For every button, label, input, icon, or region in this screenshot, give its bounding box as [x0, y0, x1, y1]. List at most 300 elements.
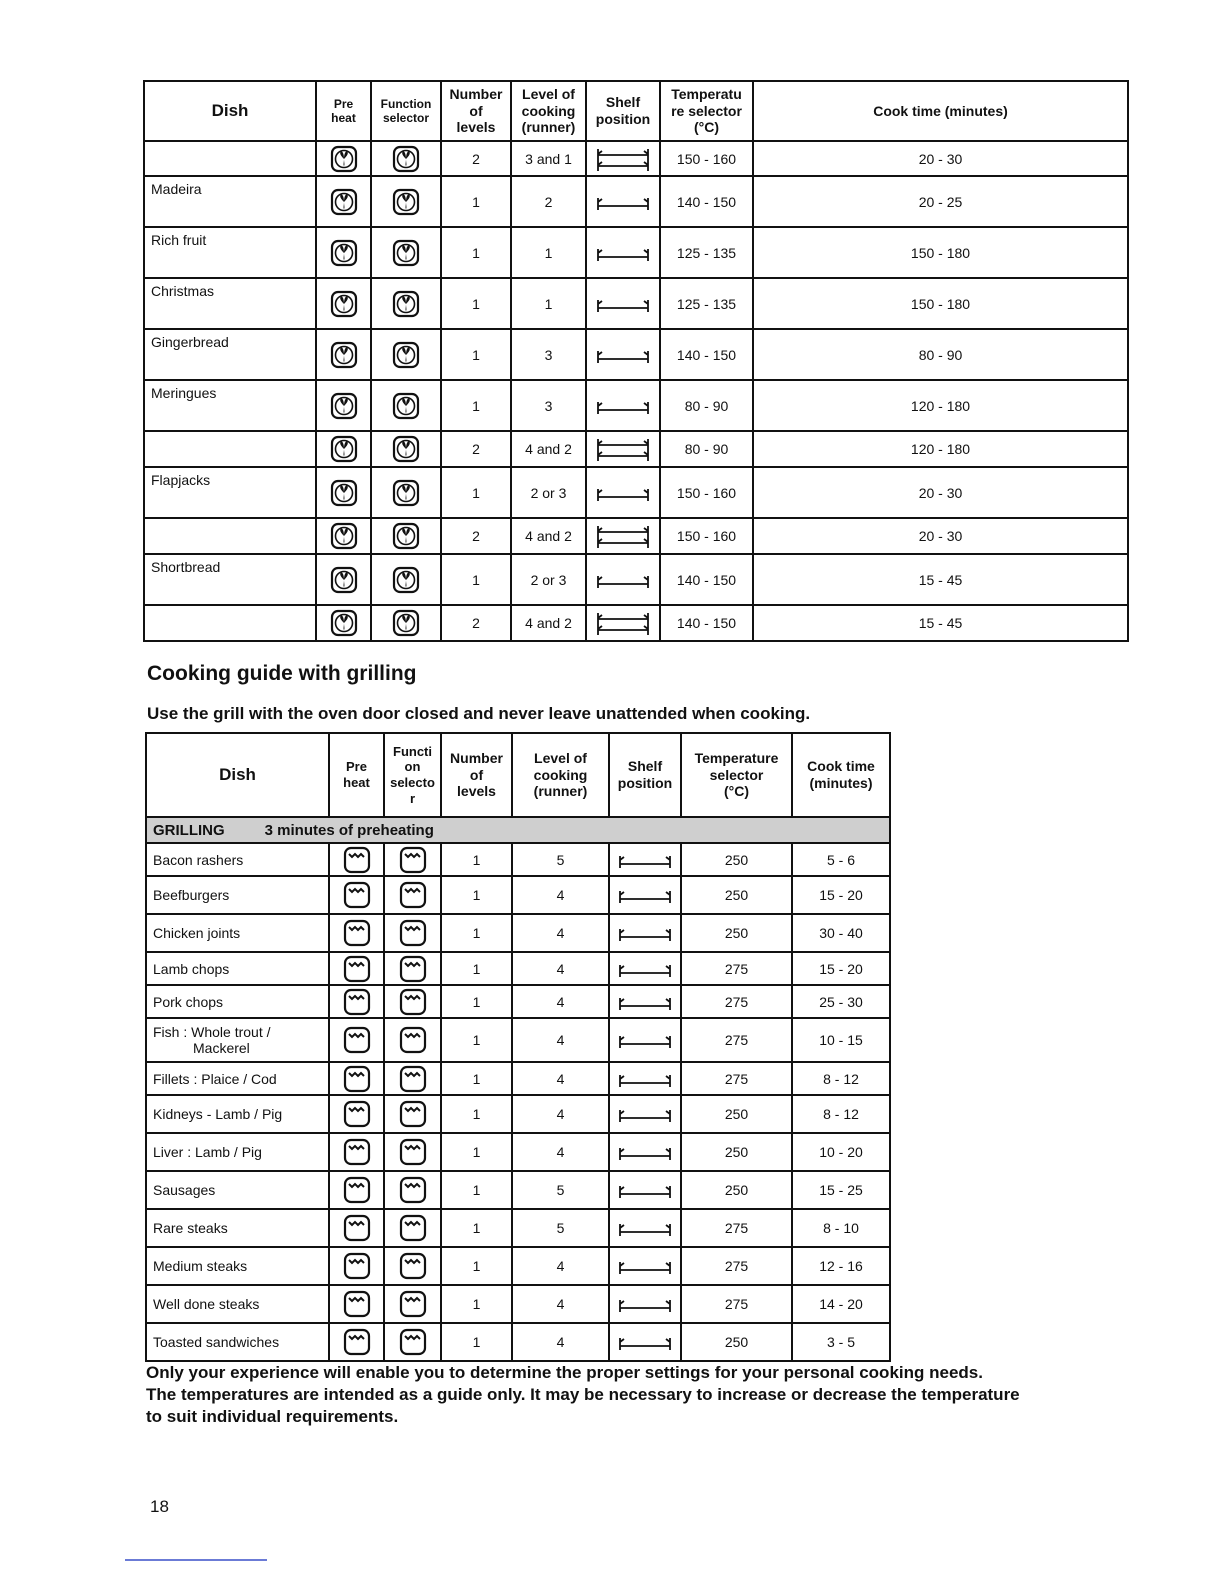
icon-wrap	[330, 1252, 383, 1280]
dish-cell	[144, 431, 316, 467]
icon-wrap	[610, 1065, 680, 1093]
cook-time-cell: 120 - 180	[753, 431, 1128, 467]
single-shelf-icon	[614, 988, 676, 1016]
fan-oven-icon	[392, 341, 420, 369]
header-line: Number	[450, 749, 503, 766]
icon-wrap	[385, 1100, 440, 1128]
table-row	[144, 278, 1128, 329]
table-row	[146, 952, 890, 985]
icon-wrap	[587, 145, 659, 173]
icon-wrap	[330, 1328, 383, 1356]
header-line: Shelf	[605, 94, 641, 111]
single-shelf-icon	[614, 1252, 676, 1280]
grill-icon	[343, 919, 371, 947]
dish-line: Liver : Lamb / Pig	[153, 1144, 262, 1160]
levels-cell: 1	[441, 1171, 512, 1209]
preheat-cell	[329, 1095, 384, 1133]
header-function	[371, 81, 441, 141]
icon-wrap	[587, 239, 659, 267]
dish-cell	[144, 605, 316, 641]
icon-wrap	[587, 566, 659, 594]
function-cell	[371, 467, 441, 518]
temperature-cell: 150 - 160	[660, 518, 753, 554]
temperature-cell: 275	[681, 1062, 792, 1095]
header-function	[384, 733, 441, 817]
temperature-cell: 140 - 150	[660, 605, 753, 641]
grilling-band	[146, 817, 890, 843]
cook-time-cell: 10 - 20	[792, 1133, 890, 1171]
temperature-cell: 250	[681, 876, 792, 914]
grill-icon	[343, 846, 371, 874]
function-cell	[384, 843, 441, 876]
single-shelf-icon	[614, 1138, 676, 1166]
table-row	[146, 1209, 890, 1247]
icon-wrap	[385, 955, 440, 983]
header-line: levels	[456, 119, 496, 136]
fan-oven-icon	[330, 145, 358, 173]
grill-icon	[399, 1290, 427, 1318]
grill-icon	[343, 881, 371, 909]
shelf-cell	[609, 952, 681, 985]
function-cell	[384, 1247, 441, 1285]
dish-cell	[146, 1095, 329, 1133]
icon-wrap	[330, 1026, 383, 1054]
header-line: (runner)	[533, 783, 588, 800]
icon-wrap	[610, 1100, 680, 1128]
shelf-cell	[586, 141, 660, 176]
temperature-cell: 250	[681, 1133, 792, 1171]
grill-icon	[399, 1065, 427, 1093]
table-row	[146, 876, 890, 914]
icon-wrap	[330, 1100, 383, 1128]
grill-icon	[399, 988, 427, 1016]
preheat-cell	[329, 914, 384, 952]
header-line: position	[595, 111, 651, 127]
icon-wrap	[330, 1138, 383, 1166]
preheat-cell	[329, 1323, 384, 1361]
table-row	[146, 1095, 890, 1133]
shelf-cell	[586, 431, 660, 467]
header-temperature	[660, 81, 753, 141]
preheat-cell	[316, 329, 371, 380]
dish-cell: Madeira	[144, 176, 316, 227]
grill-icon	[343, 955, 371, 983]
fan-oven-icon	[392, 145, 420, 173]
header-line: position	[617, 775, 673, 791]
dish-line: Medium steaks	[153, 1258, 248, 1274]
table-header-row	[146, 733, 890, 817]
icon-wrap	[610, 1026, 680, 1054]
header-line: Temperature	[694, 749, 779, 766]
icon-wrap	[372, 566, 440, 594]
grilling-band-label: GRILLING	[153, 821, 225, 839]
fan-oven-icon	[330, 188, 358, 216]
icon-wrap	[587, 188, 659, 216]
dish-cell	[146, 1171, 329, 1209]
icon-wrap	[385, 1065, 440, 1093]
temperature-cell: 275	[681, 985, 792, 1018]
icon-wrap	[610, 955, 680, 983]
temperature-cell: 150 - 160	[660, 467, 753, 518]
header-line: Pre	[333, 96, 354, 111]
function-cell	[371, 141, 441, 176]
runner-cell: 5	[512, 843, 609, 876]
page-number: 18	[150, 1497, 169, 1516]
runner-cell: 4	[512, 1285, 609, 1323]
grill-icon	[343, 988, 371, 1016]
levels-cell: 1	[441, 1095, 512, 1133]
temperature-cell: 250	[681, 914, 792, 952]
fan-oven-icon	[392, 188, 420, 216]
header-line: of	[469, 766, 484, 783]
preheat-cell	[329, 1062, 384, 1095]
icon-wrap	[385, 1026, 440, 1054]
temperature-cell: 140 - 150	[660, 554, 753, 605]
header-line: selector	[382, 111, 430, 125]
table-header-row	[144, 81, 1128, 141]
cook-time-cell: 5 - 6	[792, 843, 890, 876]
temperature-cell: 140 - 150	[660, 176, 753, 227]
fan-oven-icon	[392, 479, 420, 507]
table-row	[146, 914, 890, 952]
icon-wrap	[587, 522, 659, 550]
header-shelf	[609, 733, 681, 817]
shelf-cell	[609, 1133, 681, 1171]
dish-cell	[146, 1323, 329, 1361]
dish-cell	[146, 952, 329, 985]
fan-oven-icon	[330, 392, 358, 420]
function-cell	[384, 985, 441, 1018]
function-cell	[371, 176, 441, 227]
dish-cell	[146, 843, 329, 876]
preheat-cell	[316, 278, 371, 329]
header-cook-time	[792, 733, 890, 817]
single-shelf-icon	[614, 919, 676, 947]
header-cook-time: Cook time (minutes)	[753, 81, 1128, 141]
shelf-cell	[609, 985, 681, 1018]
preheat-cell	[316, 380, 371, 431]
levels-cell: 1	[441, 176, 511, 227]
header-line: selecto	[390, 775, 435, 790]
icon-wrap	[317, 392, 370, 420]
shelf-cell	[586, 518, 660, 554]
grill-icon	[399, 1100, 427, 1128]
grill-icon	[343, 1328, 371, 1356]
preheat-cell	[316, 141, 371, 176]
grill-icon	[343, 1252, 371, 1280]
cook-time-cell: 14 - 20	[792, 1285, 890, 1323]
dish-cell	[146, 1018, 329, 1062]
shelf-cell	[586, 467, 660, 518]
cook-time-cell: 8 - 10	[792, 1209, 890, 1247]
dish-line: Rare steaks	[153, 1220, 228, 1236]
single-shelf-icon	[614, 881, 676, 909]
single-shelf-icon	[614, 955, 676, 983]
levels-cell: 1	[441, 876, 512, 914]
cook-time-cell: 10 - 15	[792, 1018, 890, 1062]
dish-line: Chicken joints	[153, 925, 241, 941]
header-shelf	[586, 81, 660, 141]
header-line: cooking	[533, 766, 588, 783]
shelf-cell	[609, 1018, 681, 1062]
icon-wrap	[610, 1252, 680, 1280]
function-cell	[384, 914, 441, 952]
function-cell	[384, 1095, 441, 1133]
icon-wrap	[385, 846, 440, 874]
levels-cell: 1	[441, 278, 511, 329]
single-shelf-icon	[614, 1176, 676, 1204]
icon-wrap	[610, 881, 680, 909]
table-row	[144, 329, 1128, 380]
temperature-cell: 140 - 150	[660, 329, 753, 380]
single-shelf-icon	[592, 392, 654, 420]
table-row	[144, 605, 1128, 641]
icon-wrap	[385, 919, 440, 947]
dish-line: Lamb chops	[153, 960, 230, 977]
runner-cell: 4	[512, 914, 609, 952]
cook-time-cell: 20 - 30	[753, 467, 1128, 518]
preheat-cell	[329, 1018, 384, 1062]
icon-wrap	[330, 988, 383, 1016]
function-cell	[371, 380, 441, 431]
fan-oven-icon	[392, 609, 420, 637]
preheat-cell	[316, 176, 371, 227]
fan-oven-icon	[330, 435, 358, 463]
runner-cell: 2 or 3	[511, 467, 586, 518]
header-preheat	[316, 81, 371, 141]
function-cell	[371, 605, 441, 641]
icon-wrap	[330, 1176, 383, 1204]
shelf-cell	[609, 1062, 681, 1095]
temperature-cell: 80 - 90	[660, 380, 753, 431]
levels-cell: 2	[441, 141, 511, 176]
runner-cell: 4	[512, 1018, 609, 1062]
dish-line: Sausages	[153, 1182, 216, 1198]
runner-cell: 1	[511, 278, 586, 329]
single-shelf-icon	[614, 1026, 676, 1054]
table-body	[146, 817, 890, 1361]
levels-cell: 1	[441, 952, 512, 985]
icon-wrap	[330, 881, 383, 909]
cook-time-cell: 15 - 20	[792, 952, 890, 985]
shelf-cell	[609, 1285, 681, 1323]
cook-time-cell: 120 - 180	[753, 380, 1128, 431]
header-line: of	[469, 102, 483, 119]
temperature-cell: 275	[681, 1018, 792, 1062]
note-line: Only your experience will enable you to determine the proper settings for your personal cooking needs.	[146, 1363, 983, 1382]
table-row	[146, 1062, 890, 1095]
grill-icon	[343, 1290, 371, 1318]
levels-cell: 1	[441, 1062, 512, 1095]
fan-oven-icon	[330, 566, 358, 594]
preheat-cell	[329, 1209, 384, 1247]
header-line: heat	[343, 775, 370, 790]
single-shelf-icon	[592, 290, 654, 318]
table-row	[144, 467, 1128, 518]
icon-wrap	[372, 479, 440, 507]
cook-time-cell: 30 - 40	[792, 914, 890, 952]
grill-icon	[399, 1214, 427, 1242]
fan-oven-icon	[330, 239, 358, 267]
header-line: re selector	[671, 102, 742, 119]
runner-cell: 4	[512, 952, 609, 985]
icon-wrap	[610, 1328, 680, 1356]
note-line: to suit individual requirements.	[146, 1407, 399, 1426]
fan-oven-icon	[330, 479, 358, 507]
header-dish: Dish	[146, 733, 329, 817]
fan-oven-icon	[392, 522, 420, 550]
temperature-cell: 250	[681, 843, 792, 876]
single-shelf-icon	[592, 188, 654, 216]
preheat-cell	[329, 1285, 384, 1323]
dish-cell: Gingerbread	[144, 329, 316, 380]
icon-wrap	[385, 1214, 440, 1242]
runner-cell: 3 and 1	[511, 141, 586, 176]
levels-cell: 2	[441, 431, 511, 467]
double-shelf-icon	[592, 522, 654, 550]
function-cell	[371, 431, 441, 467]
function-cell	[384, 1209, 441, 1247]
levels-cell: 1	[441, 843, 512, 876]
header-line: Function	[380, 96, 432, 111]
table-row	[146, 1018, 890, 1062]
grilling-guide-table	[145, 732, 891, 1362]
header-runner	[512, 733, 609, 817]
grilling-band-row	[146, 817, 890, 843]
temperature-cell: 250	[681, 1095, 792, 1133]
table-row	[144, 518, 1128, 554]
header-line: on	[404, 759, 421, 775]
note-line: The temperatures are intended as a guide only. It may be necessary to increase or decrease the temperature	[146, 1385, 1020, 1404]
table-body	[144, 141, 1128, 641]
levels-cell: 1	[441, 1247, 512, 1285]
function-cell	[371, 227, 441, 278]
levels-cell: 1	[441, 227, 511, 278]
runner-cell: 4	[512, 1095, 609, 1133]
dish-cell	[146, 1209, 329, 1247]
header-line: (minutes)	[809, 775, 873, 791]
preheat-cell	[316, 518, 371, 554]
icon-wrap	[610, 1176, 680, 1204]
cook-time-cell: 25 - 30	[792, 985, 890, 1018]
cook-time-cell: 8 - 12	[792, 1062, 890, 1095]
function-cell	[384, 952, 441, 985]
icon-wrap	[372, 435, 440, 463]
dish-cell: Shortbread	[144, 554, 316, 605]
grill-icon	[399, 1138, 427, 1166]
dish-cell	[144, 141, 316, 176]
levels-cell: 1	[441, 329, 511, 380]
fan-oven-icon	[392, 392, 420, 420]
icon-wrap	[317, 566, 370, 594]
header-line: levels	[457, 783, 496, 800]
header-line: (°C)	[693, 119, 720, 136]
icon-wrap	[610, 919, 680, 947]
table-row	[144, 380, 1128, 431]
cook-time-cell: 15 - 45	[753, 605, 1128, 641]
shelf-cell	[586, 278, 660, 329]
header-temperature	[681, 733, 792, 817]
icon-wrap	[317, 239, 370, 267]
table-row	[146, 1247, 890, 1285]
dish-line: Mackerel	[193, 1040, 250, 1056]
icon-wrap	[317, 188, 370, 216]
cook-time-cell: 3 - 5	[792, 1323, 890, 1361]
header-line: Number	[449, 85, 503, 102]
header-line: Pre	[346, 759, 367, 775]
dish-line: Pork chops	[153, 993, 224, 1010]
icon-wrap	[330, 1214, 383, 1242]
icon-wrap	[330, 1065, 383, 1093]
temperature-cell: 150 - 160	[660, 141, 753, 176]
single-shelf-icon	[592, 341, 654, 369]
preheat-cell	[329, 1171, 384, 1209]
icon-wrap	[610, 846, 680, 874]
grilling-band-note: 3 minutes of preheating	[264, 821, 434, 839]
grill-icon	[343, 1100, 371, 1128]
grill-icon	[343, 1138, 371, 1166]
header-line: Level of	[534, 749, 587, 766]
temperature-cell: 275	[681, 1285, 792, 1323]
table-row	[146, 1323, 890, 1361]
function-cell	[384, 1018, 441, 1062]
runner-cell: 4	[512, 1133, 609, 1171]
icon-wrap	[317, 341, 370, 369]
runner-cell: 4 and 2	[511, 518, 586, 554]
fan-oven-icon	[392, 566, 420, 594]
icon-wrap	[587, 609, 659, 637]
temperature-cell: 250	[681, 1323, 792, 1361]
dish-line: Fish : Whole trout /	[153, 1024, 271, 1040]
icon-wrap	[610, 1138, 680, 1166]
preheat-cell	[316, 227, 371, 278]
function-cell	[384, 1171, 441, 1209]
shelf-cell	[586, 380, 660, 431]
grill-icon	[399, 1328, 427, 1356]
levels-cell: 1	[441, 1018, 512, 1062]
header-line: r	[409, 790, 416, 806]
grill-icon	[399, 1026, 427, 1054]
preheat-cell	[329, 1247, 384, 1285]
dish-line: Well done steaks	[153, 1296, 260, 1312]
runner-cell: 3	[511, 380, 586, 431]
function-cell	[384, 876, 441, 914]
dish-line: Kidneys - Lamb / Pig	[153, 1106, 283, 1122]
double-shelf-icon	[592, 609, 654, 637]
icon-wrap	[317, 522, 370, 550]
levels-cell: 2	[441, 518, 511, 554]
single-shelf-icon	[592, 479, 654, 507]
fan-oven-icon	[330, 341, 358, 369]
fan-oven-icon	[330, 609, 358, 637]
dish-cell	[146, 1285, 329, 1323]
icon-wrap	[330, 1290, 383, 1318]
header-preheat	[329, 733, 384, 817]
preheat-cell	[316, 605, 371, 641]
runner-cell: 4	[512, 1062, 609, 1095]
dish-line: Beefburgers	[153, 887, 230, 903]
icon-wrap	[317, 479, 370, 507]
shelf-cell	[609, 1171, 681, 1209]
preheat-cell	[329, 876, 384, 914]
section-subtitle: Use the grill with the oven door closed and never leave unattended when cooking.	[147, 704, 811, 723]
table-row	[146, 843, 890, 876]
fan-oven-icon	[392, 290, 420, 318]
icon-wrap	[372, 522, 440, 550]
cook-time-cell: 15 - 25	[792, 1171, 890, 1209]
grill-icon	[343, 1176, 371, 1204]
icon-wrap	[372, 188, 440, 216]
